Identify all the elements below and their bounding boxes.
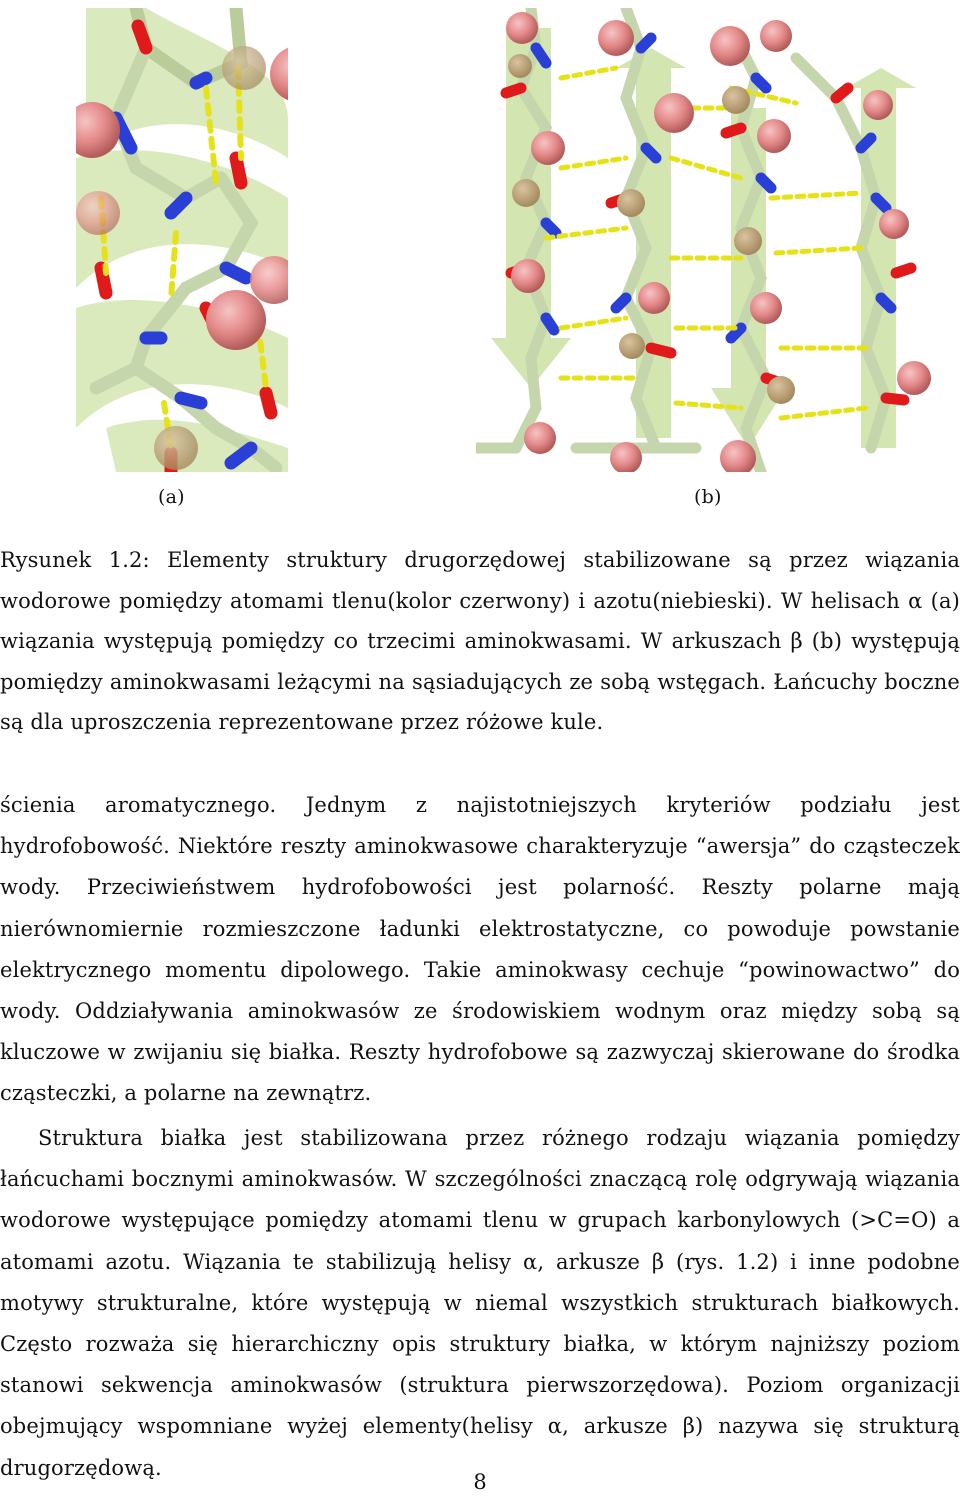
figure-1-2 bbox=[0, 0, 960, 520]
body-paragraph-1: ścienia aromatycznego. Jednym z najistotniejszych kryteriów podziału jest hydrofobowość. Niektóre reszty aminokwasowe charakteryzuje “awersja” do cząsteczek wody. Przeciwieństwem hydrofobowości jest polarność. Reszty polarne mają nierównomiernie rozmieszczone ładunki elektrostatyczne, co powoduje powstanie elektrycznego momentu dipolowego. Takie aminokwasy cechuje “powinowactwo” do wody. Oddziaływania aminokwasów ze środowiskiem wodnym oraz między sobą są kluczowe w zwijaniu się białka. Reszty hydrofobowe są zazwyczaj skierowane do środka cząsteczki, a polarne na zewnątrz. bbox=[0, 793, 960, 1106]
subfigure-label-b: (b) bbox=[694, 486, 722, 508]
body-paragraph-2: Struktura białka jest stabilizowana przez różnego rodzaju wiązania pomiędzy łańcuchami bocznymi aminokwasów. W szczególności znaczącą rolę odgrywają wiązania wodorowe występujące pomiędzy atomami tlenu w grupach karbonylowych (>C=O) a atomami azotu. Wiązania te stabilizują helisy α, arkusze β (rys. 1.2) i inne podobne motywy strukturalne, które występują w niemal wszystkich strukturach białkowych. Często rozważa się hierarchiczny opis struktury białka, w którym najniższy poziom stanowi sekwencja aminokwasów (struktura pierwszorzędowa). Poziom organizacji obejmujący wspomniane wyżej elementy(helisy α, arkusze β) nazywa się strukturą drugorzędową. bbox=[0, 1126, 960, 1480]
sheet-hydrogen-bonds bbox=[546, 68, 866, 418]
beta-sheet-image bbox=[476, 8, 960, 472]
page-number: 8 bbox=[473, 1470, 487, 1494]
alpha-helix-image bbox=[76, 8, 288, 472]
subfigure-label-a: (a) bbox=[158, 486, 185, 508]
figure-caption: Rysunek 1.2: Elementy struktury drugorzędowej stabilizowane są przez wiązania wodorowe pomiędzy atomami tlenu(kolor czerwony) i azotu(niebieski). W helisach α (a) wiązania występują pomiędzy co trzecimi aminokwasami. W arkuszach β (b) występują pomiędzy aminokwasami leżącymi na sąsiadujących ze sobą wstęgach. Łańcuchy boczne są dla uproszczenia reprezentowane przez różowe kule. bbox=[0, 548, 960, 734]
